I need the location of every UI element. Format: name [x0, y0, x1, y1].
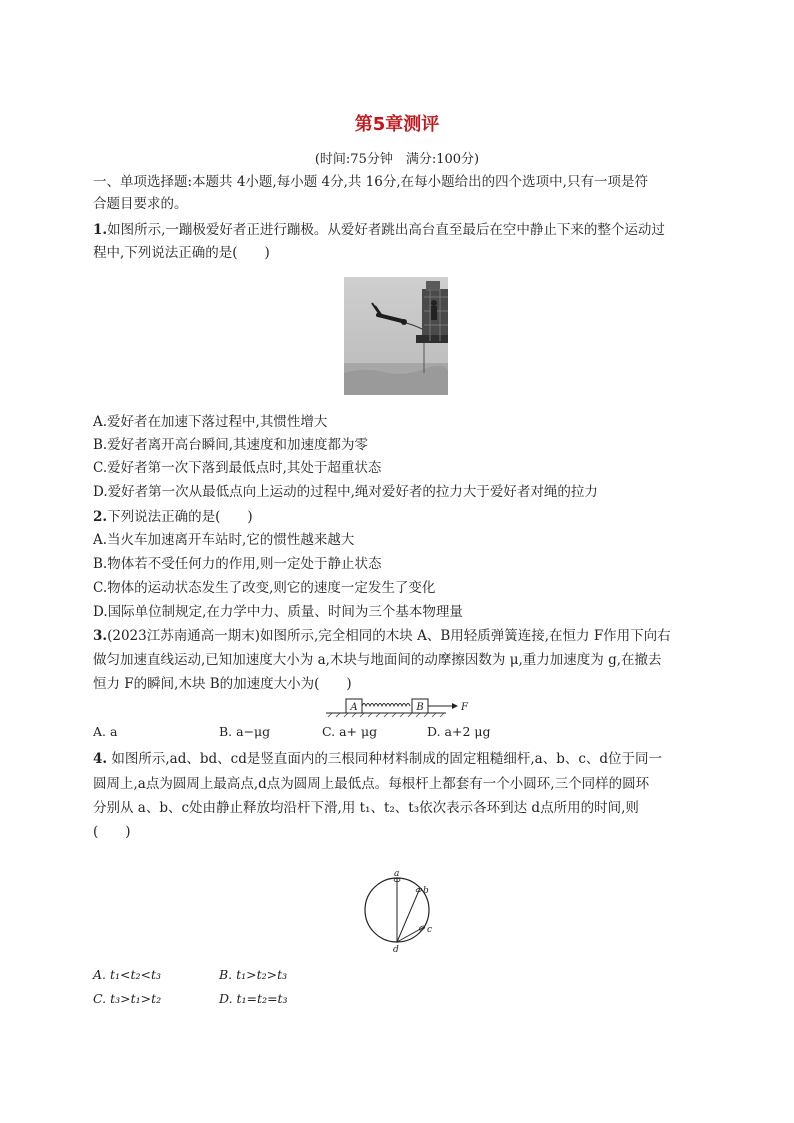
q3-option-a: A. a [93, 724, 118, 739]
q3-stem-line3: 恒力 F的瞬间,木块 B的加速度大小为( ) [93, 676, 352, 692]
q3-text-line1: (2023江苏南通高一期末)如图所示,完全相同的木块 A、B用轻质弹簧连接,在恒力 F作用下向右 [107, 628, 671, 644]
block-b-label: B [416, 702, 424, 713]
point-d-label: d [393, 945, 399, 955]
q3-option-d: D. a+2 μg [427, 724, 491, 739]
q3-number: 3. [93, 628, 108, 644]
section-heading-line1: 一、单项选择题:本题共 4小题,每小题 4分,共 16分,在每小题给出的四个选项中,只有一项是符 [93, 174, 648, 190]
q1-option-b: B.爱好者离开高台瞬间,其速度和加速度都为零 [93, 437, 369, 453]
q4-option-d: D. t₁=t₂=t₃ [219, 991, 288, 1006]
q1-stem-line2: 程中,下列说法正确的是( ) [93, 245, 270, 261]
circle-rods-diagram [356, 866, 442, 956]
q1-text-line1: 如图所示,一蹦极爱好者正进行蹦极。从爱好者跳出高台直至最后在空中静止下来的整个运动过 [107, 222, 665, 238]
spring [362, 704, 410, 707]
q4-option-c: C. t₃>t₁>t₂ [93, 991, 162, 1006]
rod-cd [397, 927, 424, 942]
q1-stem-line1 [93, 220, 665, 240]
q3-stem-line2: 做匀加速直线运动,已知加速度大小为 a,木块与地面间的动摩擦因数为 μ,重力加速度为 g,在撤去 [93, 652, 662, 668]
q4-stem-line3: 分别从 a、b、c处由静止释放均沿杆下滑,用 t₁、t₂、t₃依次表示各环到达 d点所用的时间,则 [93, 800, 639, 816]
q1-option-a: A.爱好者在加速下落过程中,其惯性增大 [93, 414, 328, 430]
q4-text-line1: 如图所示,ad、bd、cd是竖直面内的三根同种材料制成的固定粗糙细杆,a、b、c、d位于同一 [107, 751, 663, 767]
q1-option-d: D.爱好者第一次从最低点向上运动的过程中,绳对爱好者的拉力大于爱好者对绳的拉力 [93, 484, 598, 500]
bungee-photo [344, 277, 448, 395]
q3-stem-line1 [93, 626, 671, 646]
q4-stem-line4: ( ) [93, 824, 131, 840]
q2-option-a: A.当火车加速离开车站时,它的惯性越来越大 [93, 532, 355, 548]
exam-meta: (时间:75分钟 满分:100分) [314, 152, 480, 167]
q2-text: 下列说法正确的是( ) [107, 509, 253, 525]
point-a-label: a [394, 869, 400, 879]
q4-stem-line2: 圆周上,a点为圆周上最高点,d点为圆周上最低点。每根杆上都套有一个小圆环,三个同样的圆环 [93, 776, 650, 792]
rod-bd [397, 888, 420, 942]
point-c-label: c [427, 925, 433, 935]
q4-stem-line1 [93, 749, 662, 769]
page-title: 第5章测评 [354, 114, 440, 135]
q4-number: 4. [93, 751, 108, 767]
q2-option-d: D.国际单位制规定,在力学中力、质量、时间为三个基本物理量 [93, 604, 463, 620]
q1-number: 1. [93, 222, 108, 238]
q4-option-a: A. t₁<t₂<t₃ [93, 967, 162, 982]
q1-option-c: C.爱好者第一次下落到最低点时,其处于超重状态 [93, 460, 382, 476]
q4-option-b: B. t₁>t₂>t₃ [219, 967, 288, 982]
q2-number: 2. [93, 509, 108, 525]
q2-option-b: B.物体若不受任何力的作用,则一定处于静止状态 [93, 556, 382, 572]
block-a-label: A [350, 702, 358, 713]
point-b-label: b [423, 886, 429, 896]
q2-option-c: C.物体的运动状态发生了改变,则它的速度一定发生了变化 [93, 580, 436, 596]
force-label: F [461, 702, 468, 713]
q3-option-b: B. a−μg [219, 724, 271, 739]
q2-stem [93, 507, 253, 527]
q3-option-c: C. a+ μg [322, 724, 378, 739]
blocks-spring-diagram [324, 694, 474, 718]
section-heading-line2: 合题目要求的。 [93, 196, 188, 212]
